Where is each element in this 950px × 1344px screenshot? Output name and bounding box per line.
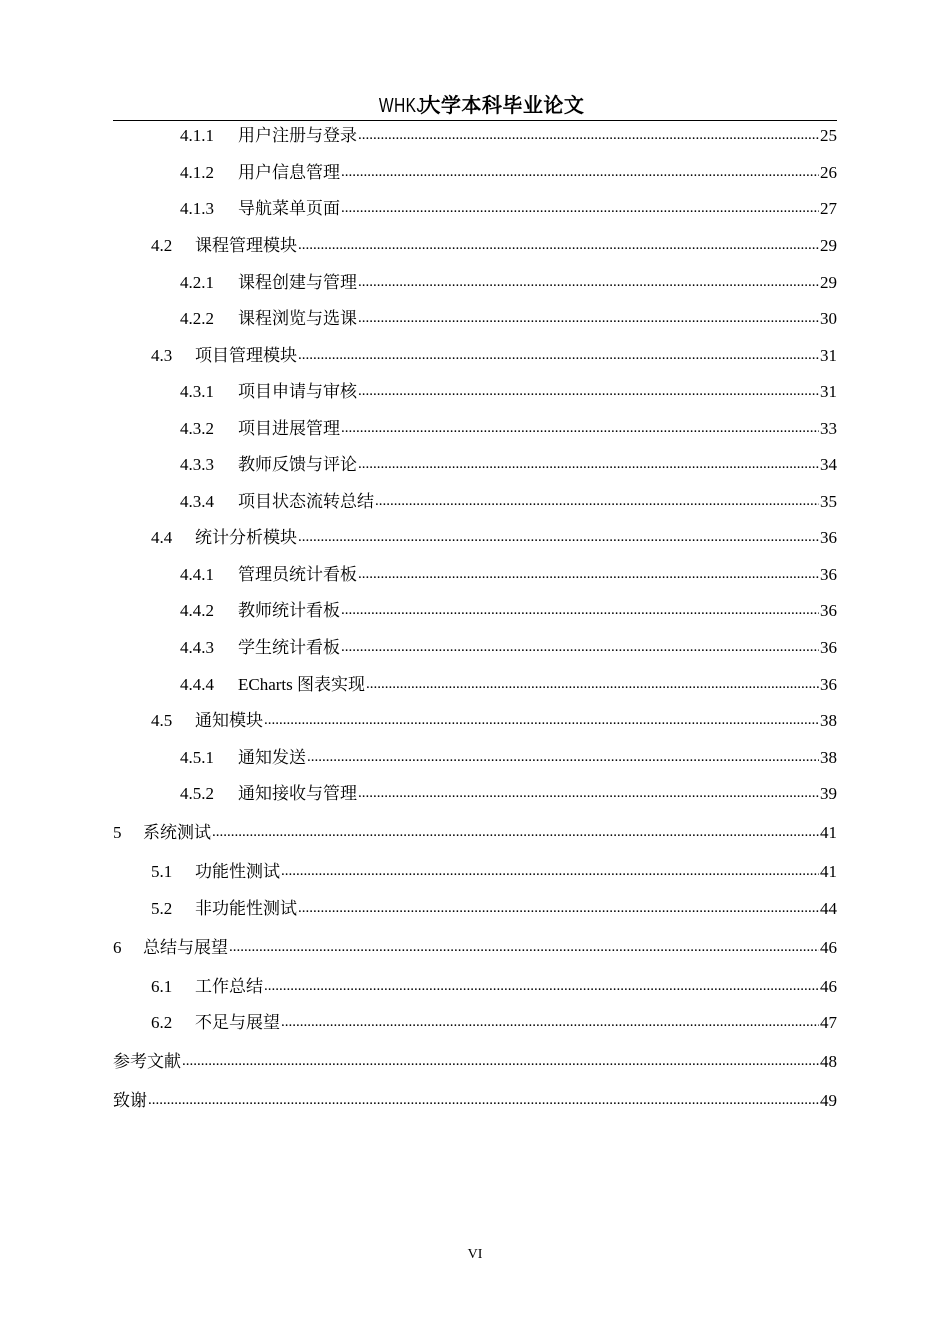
- toc-entry-page: 46: [820, 938, 837, 957]
- toc-entry-page: 35: [820, 492, 837, 511]
- toc-entry-page: 47: [820, 1013, 837, 1032]
- toc-entry-number: 6: [113, 938, 122, 957]
- toc-entry-number: 4.4.3: [180, 638, 214, 657]
- toc-entry-page: 29: [820, 273, 837, 292]
- toc-entry-page: 39: [820, 784, 837, 803]
- toc-entry-number: 4.3.3: [180, 455, 214, 474]
- toc-entry[interactable]: [113, 306, 837, 330]
- header-school-code: WHKJ: [378, 95, 425, 117]
- toc-entry[interactable]: [113, 233, 837, 257]
- toc-entry[interactable]: [113, 196, 837, 220]
- toc-entry-page: 44: [820, 899, 837, 918]
- toc-entry-number: 6.1: [151, 977, 173, 996]
- header-title: 大学本科毕业论文: [420, 93, 585, 117]
- toc-entry-title: 通知接收与管理: [238, 784, 357, 804]
- toc-entry-number: 4.5: [151, 711, 173, 730]
- toc-entry-number: 5.2: [151, 899, 173, 918]
- toc-entry-page: 36: [820, 565, 837, 584]
- toc-entry[interactable]: [113, 635, 837, 659]
- toc-entry-title: ECharts 图表实现: [238, 675, 366, 694]
- toc-entry-title: 课程创建与管理: [238, 273, 357, 293]
- toc-leader-dots: [358, 783, 819, 803]
- toc-entry-title: 导航菜单页面: [238, 199, 340, 219]
- toc-entry[interactable]: [113, 896, 837, 920]
- toc-entry-title: 功能性测试: [195, 862, 280, 882]
- toc-entry-title: 工作总结: [195, 977, 263, 997]
- toc-entry-number: 5: [113, 823, 122, 842]
- toc-entry[interactable]: [113, 820, 837, 844]
- toc-entry[interactable]: [113, 859, 837, 883]
- toc-leader-dots: [229, 937, 819, 957]
- toc-entry-title: 系统测试: [143, 823, 211, 843]
- toc-entry-number: 4.1.1: [180, 126, 214, 145]
- toc-entry-number: 4.3: [151, 346, 173, 365]
- toc-entry[interactable]: [113, 452, 837, 476]
- toc-entry-page: 34: [820, 455, 837, 474]
- toc-entry-title: 总结与展望: [143, 938, 228, 958]
- toc-entry-number: 4.4: [151, 528, 173, 547]
- toc-entry-page: 25: [820, 126, 837, 145]
- toc-leader-dots: [358, 381, 819, 401]
- toc-entry[interactable]: [113, 1088, 837, 1112]
- toc-entry-title: 用户注册与登录: [238, 126, 357, 146]
- toc-entry[interactable]: [113, 416, 837, 440]
- toc-entry-number: 4.5.2: [180, 784, 214, 803]
- toc-entry-page: 48: [820, 1052, 837, 1071]
- toc-entry-page: 41: [820, 823, 837, 842]
- toc-entry-title: 通知模块: [195, 711, 263, 731]
- toc-entry-title: 项目管理模块: [195, 346, 297, 366]
- toc-entry-page: 38: [820, 748, 837, 767]
- toc-entry[interactable]: [113, 935, 837, 959]
- toc-entry-number: 6.2: [151, 1013, 173, 1032]
- toc-entry-page: 36: [820, 638, 837, 657]
- toc-entry-number: 4.2.2: [180, 309, 214, 328]
- toc-entry[interactable]: [113, 598, 837, 622]
- toc-entry-page: 49: [820, 1091, 837, 1110]
- toc-entry-number: 4.4.4: [180, 675, 214, 694]
- toc-leader-dots: [307, 747, 819, 767]
- toc-leader-dots: [264, 710, 819, 730]
- running-header: [113, 92, 837, 121]
- toc-entry-title: 不足与展望: [195, 1013, 280, 1033]
- toc-entry-page: 30: [820, 309, 837, 328]
- toc-entry-title: 统计分析模块: [195, 528, 297, 548]
- toc-leader-dots: [366, 674, 819, 694]
- toc-entry-number: 4.3.4: [180, 492, 214, 511]
- toc-entry-title: 教师反馈与评论: [238, 455, 357, 475]
- toc-entry-title: 项目状态流转总结: [238, 492, 374, 512]
- toc-leader-dots: [298, 235, 819, 255]
- toc-entry[interactable]: [113, 974, 837, 998]
- toc-entry[interactable]: [113, 123, 837, 147]
- toc-entry-number: 4.1.3: [180, 199, 214, 218]
- toc-entry[interactable]: [113, 343, 837, 367]
- page-number: VI: [467, 1247, 483, 1262]
- toc-leader-dots: [212, 822, 819, 842]
- toc-leader-dots: [298, 527, 819, 547]
- toc-entry[interactable]: [113, 270, 837, 294]
- toc-entry-page: 41: [820, 862, 837, 881]
- toc-leader-dots: [148, 1090, 819, 1110]
- toc-entry-number: 4.2.1: [180, 273, 214, 292]
- toc-entry-page: 46: [820, 977, 837, 996]
- toc-entry[interactable]: [113, 160, 837, 184]
- toc-entry-number: 4.4.1: [180, 565, 214, 584]
- toc-leader-dots: [341, 637, 819, 657]
- toc-entry-number: 4.3.1: [180, 382, 214, 401]
- toc-entry-title: 管理员统计看板: [238, 565, 357, 585]
- toc-entry-number: 5.1: [151, 862, 173, 881]
- toc-entry-number: 4.5.1: [180, 748, 214, 767]
- toc-entry[interactable]: [113, 708, 837, 732]
- toc-entry-page: 31: [820, 382, 837, 401]
- toc-leader-dots: [358, 272, 819, 292]
- toc-entry-title: 课程浏览与选课: [238, 309, 357, 329]
- toc-entry-title: 通知发送: [238, 748, 306, 768]
- toc-entry-page: 29: [820, 236, 837, 255]
- toc-entry-page: 33: [820, 419, 837, 438]
- toc-leader-dots: [358, 308, 819, 328]
- toc-entry[interactable]: [113, 525, 837, 549]
- toc-leader-dots: [182, 1051, 819, 1071]
- toc-entry[interactable]: [113, 379, 837, 403]
- toc-entry-title: 参考文献: [113, 1052, 181, 1072]
- toc-entry-page: 36: [820, 528, 837, 547]
- toc-entry-title: 项目申请与审核: [238, 382, 357, 402]
- toc-entry-number: 4.4.2: [180, 601, 214, 620]
- toc-entry[interactable]: [113, 562, 837, 586]
- toc-entry[interactable]: [113, 489, 837, 513]
- toc-entry[interactable]: [113, 672, 837, 696]
- toc-entry-page: 27: [820, 199, 837, 218]
- toc-entry-title: 项目进展管理: [238, 419, 340, 439]
- toc-entry[interactable]: [113, 1010, 837, 1034]
- toc-entry[interactable]: [113, 1049, 837, 1073]
- toc-leader-dots: [358, 454, 819, 474]
- toc-entry-number: 4.3.2: [180, 419, 214, 438]
- toc-entry-page: 38: [820, 711, 837, 730]
- toc-entry-title: 学生统计看板: [238, 638, 340, 658]
- toc-leader-dots: [358, 125, 819, 145]
- toc-leader-dots: [341, 418, 819, 438]
- toc-entry-title: 课程管理模块: [195, 236, 297, 256]
- toc-entry-title: 教师统计看板: [238, 601, 340, 621]
- toc-entry-title: 非功能性测试: [195, 899, 297, 919]
- toc-leader-dots: [298, 898, 819, 918]
- toc-entry[interactable]: [113, 745, 837, 769]
- toc-leader-dots: [341, 600, 819, 620]
- toc-entry-page: 26: [820, 163, 837, 182]
- toc-entry-title: 用户信息管理: [238, 163, 340, 183]
- toc-entry-page: 36: [820, 601, 837, 620]
- toc-entry-page: 36: [820, 675, 837, 694]
- toc-leader-dots: [281, 1012, 819, 1032]
- toc-leader-dots: [375, 491, 819, 511]
- toc-leader-dots: [341, 162, 819, 182]
- toc-entry-title: 致谢: [113, 1091, 147, 1111]
- toc-leader-dots: [358, 564, 819, 584]
- toc-entry-number: 4.1.2: [180, 163, 214, 182]
- toc-leader-dots: [264, 976, 819, 996]
- toc-leader-dots: [298, 345, 819, 365]
- toc-leader-dots: [281, 861, 819, 881]
- toc-leader-dots: [341, 198, 819, 218]
- toc-entry-number: 4.2: [151, 236, 173, 255]
- toc-entry-page: 31: [820, 346, 837, 365]
- toc-entry[interactable]: [113, 781, 837, 805]
